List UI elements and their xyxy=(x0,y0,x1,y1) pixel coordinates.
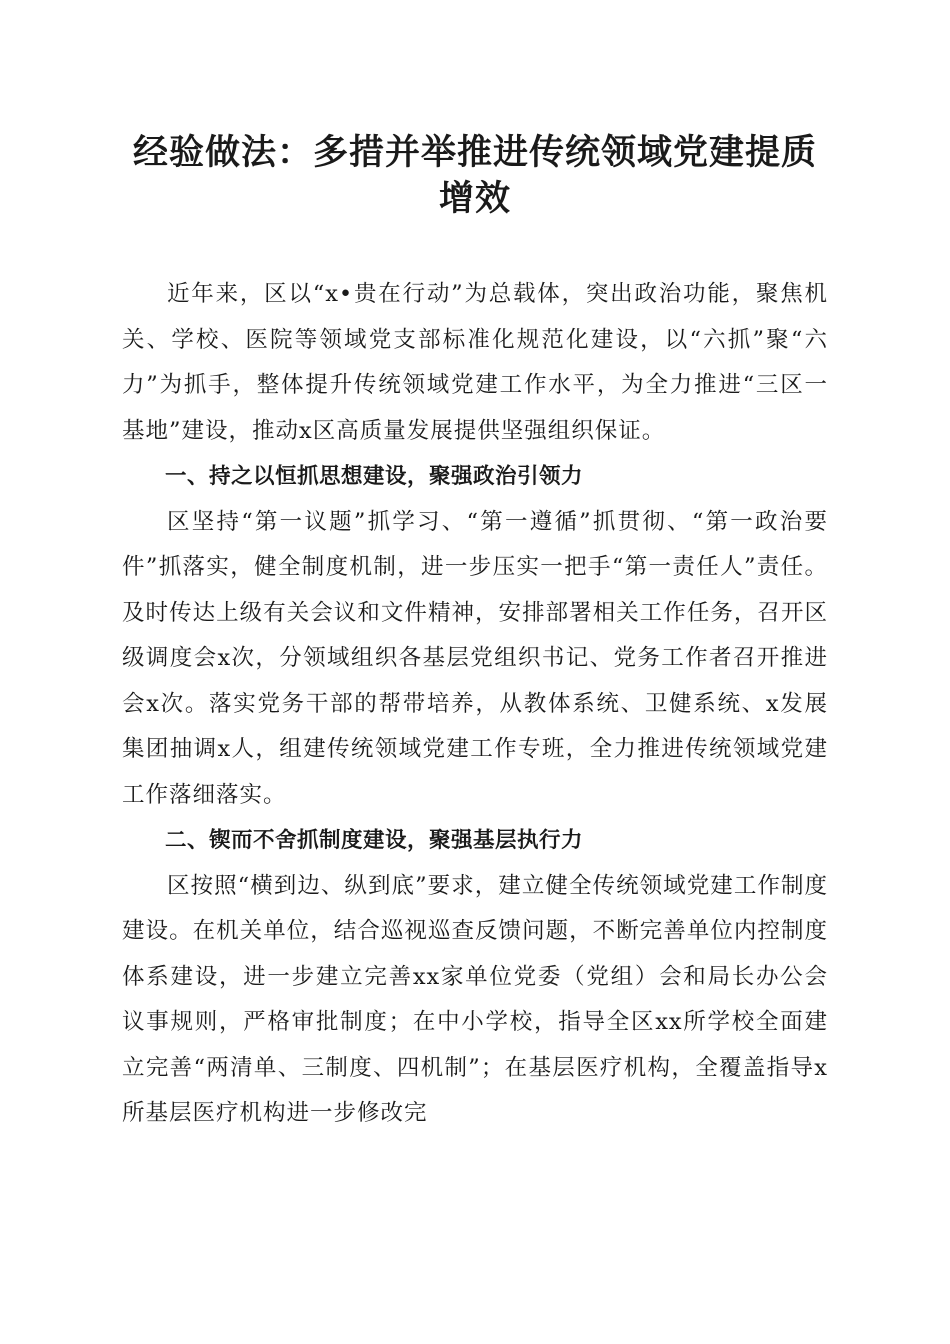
document-title: 经验做法：多措并举推进传统领域党建提质增效 xyxy=(132,132,817,219)
section-heading: 二、锲而不舍抓制度建设，聚强基层执行力 xyxy=(165,828,584,853)
section-paragraph: 区坚持“第一议题”抓学习、“第一遵循”抓贯彻、“第一政治要件”抓落实，健全制度机制，进一步压实一把手“第一责任人”责任。及时传达上级有关会议和文件精神，安排部署相关工作任务，召开区级调度会x次，分领域组织各基层党组织书记、党务工作者召开推进会x次。落实党务干部的帮带培养，从教体系统、卫健系统、x发展集团抽调x人，组建传统领域党建工作专班，全力推进传统领域党建工作落细落实。 xyxy=(122,508,828,808)
section-heading: 一、持之以恒抓思想建设，聚强政治引领力 xyxy=(165,464,584,489)
intro-paragraph: 近年来，区以“x•贵在行动”为总载体，突出政治功能，聚焦机关、学校、医院等领域党支部标准化规范化建设，以“六抓”聚“六力”为抓手，整体提升传统领域党建工作水平，为全力推进“三区一基地”建设，推动x区高质量发展提供坚强组织保证。 xyxy=(122,281,828,444)
document-page xyxy=(122,130,828,1137)
document-body xyxy=(122,272,828,1137)
section-paragraph: 区按照“横到边、纵到底”要求，建立健全传统领域党建工作制度建设。在机关单位，结合巡视巡查反馈问题，不断完善单位内控制度体系建设，进一步建立完善xx家单位党委（党组）会和局长办公会议事规则，严格审批制度；在中小学校，指导全区xx所学校全面建立完善“两清单、三制度、四机制”；在基层医疗机构，全覆盖指导x所基层医疗机构进一步修改完 xyxy=(122,872,828,1126)
